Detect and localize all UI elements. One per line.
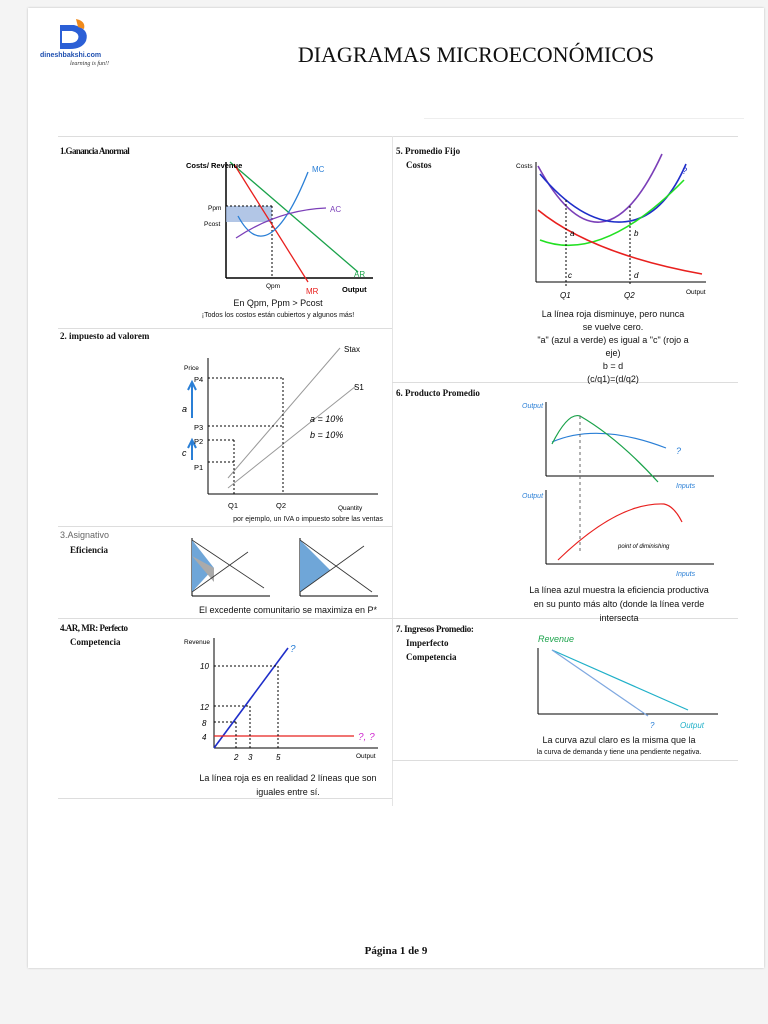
ylabel: Revenue <box>184 639 211 646</box>
xlabel: Output <box>680 721 705 730</box>
page-number: Página 1 de 9 <box>364 945 428 957</box>
xlabel-1: Inputs <box>676 483 696 490</box>
section-7-caption-2: la curva de demanda y tiene una pendiente negativa. <box>536 749 702 756</box>
x2: 2 <box>234 753 239 762</box>
ylabel-1: Output <box>522 403 544 410</box>
section-7-heading-2: Imperfecto <box>406 638 449 648</box>
section-5-caption-1: La línea roja disminuye, pero nunca <box>541 309 685 319</box>
x3: 3 <box>248 753 253 762</box>
ylabel: Price <box>184 365 199 372</box>
question-mark: ? <box>290 644 296 655</box>
section-4-caption: La línea roja es en realidad 2 líneas que son <box>199 773 377 783</box>
note-b: b = 10% <box>310 430 344 440</box>
section-5-heading-2: Costos <box>406 160 432 170</box>
average-fixed-cost-diagram <box>512 154 712 304</box>
section-6-caption-3: intersecta <box>599 613 639 623</box>
question-mark: ? <box>676 446 682 456</box>
logo-name: dineshbakshi.com <box>40 52 102 59</box>
section-5-caption-5: b = d <box>602 361 624 371</box>
qpm-label: Qpm <box>266 283 281 290</box>
q2-label: Q2 <box>624 291 635 300</box>
section-2-caption: por ejemplo, un IVA o impuesto sobre las ventas <box>233 516 383 523</box>
abnormal-profit-diagram <box>178 152 378 296</box>
note-a: a = 10% <box>310 414 344 424</box>
section-6-heading: 6. Producto Promedio <box>396 388 480 398</box>
mr-label: MR <box>306 287 319 296</box>
stax-label: Stax <box>344 345 361 354</box>
p1-label: P1 <box>194 463 204 472</box>
average-revenue-diagram <box>512 628 722 738</box>
a-label: a <box>182 404 188 414</box>
section-3-caption: El excedente comunitario se maximiza en P* <box>198 605 378 615</box>
q2-label: Q2 <box>276 501 287 510</box>
ylabel: Costs <box>516 163 533 170</box>
section-1-caption-2: ¡Todos los costos están cubiertos y algunos más! <box>201 312 355 319</box>
p4-label: P4 <box>194 375 204 384</box>
q1-label: Q1 <box>560 291 571 300</box>
average-product-diagram <box>518 392 718 578</box>
document-page <box>28 8 764 968</box>
divider <box>58 618 392 619</box>
ylabel-2: Output <box>522 493 544 500</box>
ar-label: AR <box>354 270 366 279</box>
ylabel: Revenue <box>538 634 575 644</box>
ppm-label: Ppm <box>208 205 222 212</box>
section-5-caption-4: eje) <box>605 348 621 358</box>
ylabel: Costs/ Revenue <box>186 161 243 170</box>
perfect-competition-diagram <box>178 630 388 770</box>
allocative-efficiency-diagram-1 <box>184 534 274 602</box>
diminishing-label: point of diminishing <box>618 544 670 550</box>
s1-label: S1 <box>354 383 364 392</box>
section-5-caption-6: (c/q1)=(d/q2) <box>587 374 639 384</box>
divider <box>392 136 393 806</box>
allocative-efficiency-diagram-2 <box>292 534 382 602</box>
section-2-heading: 2. impuesto ad valorem <box>60 331 150 341</box>
divider <box>392 760 738 761</box>
xlabel: Output <box>686 289 706 296</box>
c-label: c <box>568 271 572 280</box>
xlabel: Output <box>356 753 376 760</box>
y12: 12 <box>200 703 209 712</box>
section-1-caption: En Qpm, Ppm > Pcost <box>233 298 323 308</box>
x5: 5 <box>276 753 281 762</box>
y10: 10 <box>200 662 209 671</box>
divider <box>58 136 738 137</box>
section-7-heading-3: Competencia <box>406 652 457 662</box>
section-6-caption-1: La línea azul muestra la eficiencia productiva <box>529 585 709 595</box>
section-4-heading: 4.AR, MR: Perfecto <box>60 623 128 633</box>
question-mark: ? <box>650 721 655 730</box>
b-label: b <box>634 229 639 238</box>
question-marks: ?, ? <box>358 732 375 743</box>
section-5-caption-2: se vuelve cero. <box>582 322 644 332</box>
page-title: DIAGRAMAS MICROECONÓMICOS <box>297 42 655 67</box>
section-3-heading-2: Eficiencia <box>70 545 108 555</box>
pcost-label: Pcost <box>204 221 221 228</box>
logo-tagline: learning is fun!! <box>70 61 109 67</box>
ac-label: AC <box>330 205 342 214</box>
section-7-heading: 7. Ingresos Promedio: <box>396 624 474 634</box>
y4: 4 <box>202 733 207 742</box>
section-4-heading-2: Competencia <box>70 637 121 647</box>
a-label: a <box>570 229 575 238</box>
c-label: c <box>182 448 187 458</box>
p3-label: P3 <box>194 423 204 432</box>
section-6-caption-2: en su punto más alto (donde la línea verde <box>533 599 705 609</box>
mc-label: MC <box>312 165 325 174</box>
xlabel: Output <box>342 285 367 294</box>
section-5-caption-3: "a" (azul a verde) es igual a "c" (rojo a <box>537 335 689 345</box>
section-1-heading: 1.Ganancia Anormal <box>60 146 130 156</box>
q1-label: Q1 <box>228 501 239 510</box>
question-mark: ? <box>682 166 688 176</box>
xlabel-2: Inputs <box>676 571 696 578</box>
ad-valorem-tax-diagram <box>178 338 388 518</box>
y8: 8 <box>202 719 207 728</box>
d-label: d <box>634 271 639 280</box>
section-3-heading: 3.Asignativo <box>60 530 110 540</box>
section-7-caption-1: La curva azul claro es la misma que la <box>542 735 696 745</box>
divider <box>58 328 392 329</box>
divider <box>58 526 392 527</box>
section-5-heading: 5. Promedio Fijo <box>396 146 461 156</box>
xlabel: Quantity <box>338 505 363 512</box>
section-4-caption-2: iguales entre sí. <box>256 787 320 797</box>
divider <box>424 118 744 119</box>
p2-label: P2 <box>194 437 204 446</box>
